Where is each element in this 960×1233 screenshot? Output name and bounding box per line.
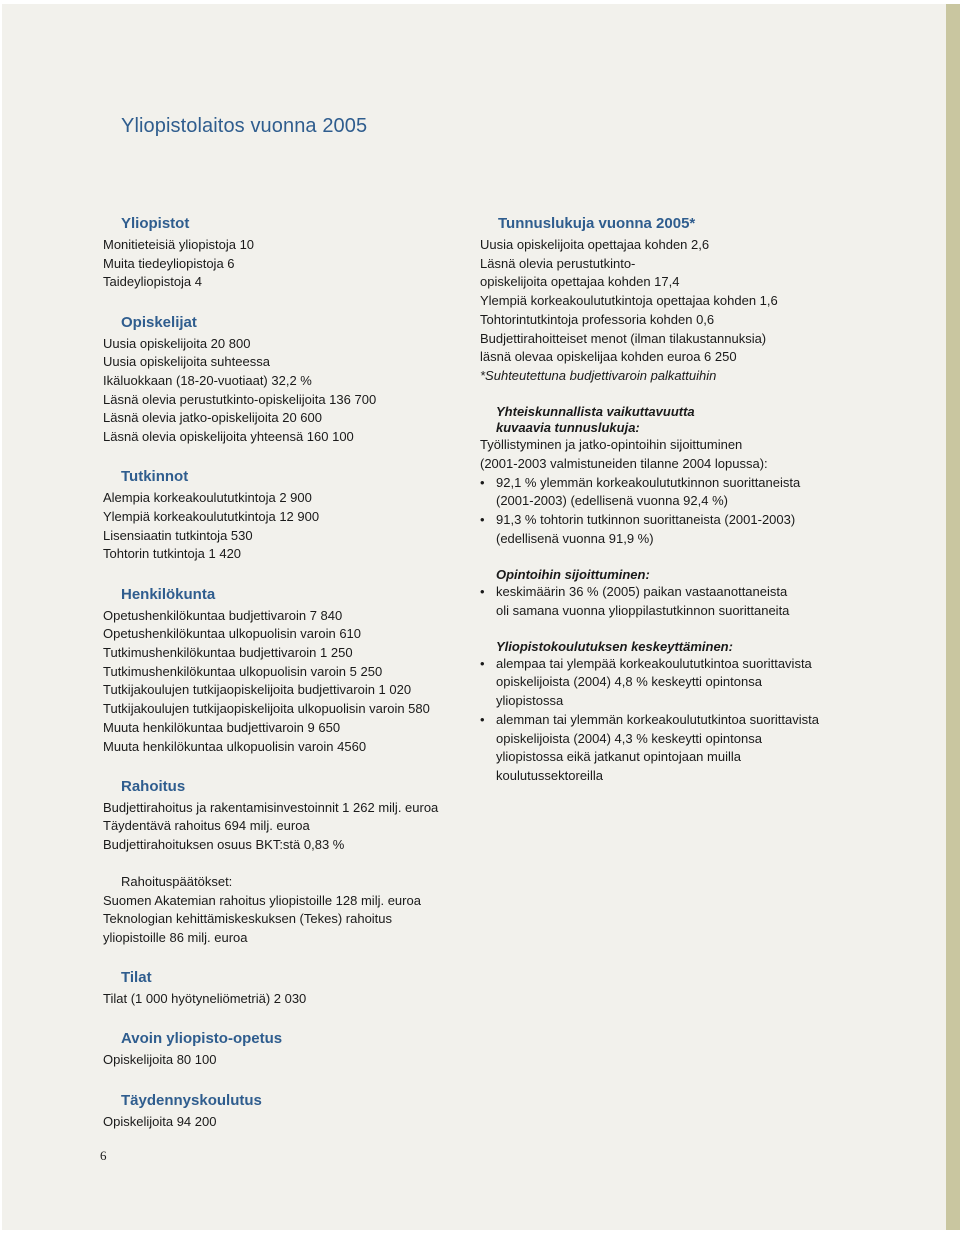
stat-line: Uusia opiskelijoita opettajaa kohden 2,6 xyxy=(480,237,710,252)
stat-line: Tohtorintutkintoja professoria kohden 0,6 xyxy=(480,311,715,327)
section-heading: Henkilökunta xyxy=(121,585,216,603)
stat-line: opiskelijoita opettajaa kohden 17,4 xyxy=(480,274,680,290)
section-opiskelijat xyxy=(103,311,473,447)
stat-line: Tohtorin tutkintoja 1 420 xyxy=(103,546,242,562)
stat-line: Monitieteisiä yliopistoja 10 xyxy=(103,237,255,252)
bullet-text: yliopistossa xyxy=(496,693,564,709)
page-title: Yliopistolaitos vuonna 2005 xyxy=(121,115,368,137)
stat-line: Tutkijakoulujen tutkijaopiskelijoita ulkopuolisin varoin 580 xyxy=(103,701,430,717)
section-tilat xyxy=(103,966,473,1009)
section-heading: Opiskelijat xyxy=(121,313,197,331)
section-tutkinnot xyxy=(103,465,473,564)
stat-line: Uusia opiskelijoita suhteessa xyxy=(103,354,270,370)
section-heading: Tunnuslukuja vuonna 2005* xyxy=(498,215,696,232)
section-yliopistot xyxy=(103,212,473,292)
bullet-list xyxy=(480,655,840,786)
section-avoin-yliopisto xyxy=(103,1027,473,1070)
section-heading: Tilat xyxy=(121,969,152,987)
subsection-label: Rahoituspäätökset: xyxy=(121,873,233,889)
stat-line: Suomen Akatemian rahoitus yliopistoille 128 milj. euroa xyxy=(103,892,421,908)
stat-line: Budjettirahoituksen osuus BKT:stä 0,83 % xyxy=(103,837,345,853)
section-heading: Avoin yliopisto-opetus xyxy=(121,1030,283,1048)
stat-line: Uusia opiskelijoita 20 800 xyxy=(103,335,251,351)
stat-line: Läsnä olevia perustutkinto-opiskelijoita 136 700 xyxy=(103,391,377,407)
page-edge-bar xyxy=(946,4,960,1230)
section-rahoitus xyxy=(103,775,473,948)
stat-line: Taideyliopistoja 4 xyxy=(103,274,203,290)
stat-line: Läsnä olevia perustutkinto- xyxy=(480,255,636,271)
left-column xyxy=(103,212,473,1131)
list-item xyxy=(480,711,840,786)
stat-line: Täydentävä rahoitus 694 milj. euroa xyxy=(103,818,310,834)
bullet-text: oli samana vuonna ylioppilastutkinnon suorittaneita xyxy=(496,602,790,618)
subheading: kuvaavia tunnuslukuja: xyxy=(496,420,640,436)
stat-line: (2001-2003 valmistuneiden tilanne 2004 lopussa): xyxy=(480,455,768,471)
subheading: Yhteiskunnallista vaikuttavuutta xyxy=(496,404,695,420)
subheading: Opintoihin sijoittuminen: xyxy=(496,566,650,582)
stat-line: Tutkimushenkilökuntaa ulkopuolisin varoin 5 250 xyxy=(103,663,383,679)
stat-line: Teknologian kehittämiskeskuksen (Tekes) rahoitus xyxy=(103,911,393,927)
section-opintoihin-sijoittuminen xyxy=(480,567,840,620)
stat-line: Työllistyminen ja jatko-opintoihin sijoittuminen xyxy=(480,437,743,453)
bullet-text: • alempaa tai ylempää korkeakoulututkintoa suorittavista xyxy=(496,655,812,671)
stat-line: Tutkimushenkilökuntaa budjettivaroin 1 250 xyxy=(103,645,353,661)
bullet-text: opiskelijoista (2004) 4,8 % keskeytti opintonsa xyxy=(496,674,762,690)
stat-line: Opetushenkilökuntaa ulkopuolisin varoin 610 xyxy=(103,626,362,642)
stat-line: Opiskelijoita 80 100 xyxy=(103,1052,217,1068)
page-number: 6 xyxy=(100,1148,107,1163)
bullet-text: • keskimäärin 36 % (2005) paikan vastaanottaneista xyxy=(496,583,788,599)
section-keskeyttaminen xyxy=(480,639,840,786)
stat-line: yliopistoille 86 milj. euroa xyxy=(103,929,248,945)
stat-line: Muuta henkilökuntaa budjettivaroin 9 650 xyxy=(103,719,341,735)
stat-line: Läsnä olevia jatko-opiskelijoita 20 600 xyxy=(103,410,322,426)
stat-line: Muuta henkilökuntaa ulkopuolisin varoin 4560 xyxy=(103,738,367,754)
bullet-text: (edellisenä vuonna 91,9 %) xyxy=(496,530,654,546)
stat-line: Budjettirahoitteiset menot (ilman tilakustannuksia) xyxy=(480,330,767,346)
right-column xyxy=(480,212,840,786)
bullet-text: koulutussektoreilla xyxy=(496,767,603,783)
stat-line: Alempia korkeakoulututkintoja 2 900 xyxy=(103,490,312,506)
section-henkilokunta xyxy=(103,583,473,757)
list-item xyxy=(480,511,840,548)
stat-line: Lisensiaatin tutkintoja 530 xyxy=(103,527,253,543)
stat-line: läsnä olevaa opiskelijaa kohden euroa 6 250 xyxy=(480,349,737,365)
bullet-list xyxy=(480,474,840,549)
stat-line: Ikäluokkaan (18-20-vuotiaat) 32,2 % xyxy=(103,373,312,389)
bullet-text: • alemman tai ylemmän korkeakoulututkintoa suorittavista xyxy=(496,711,819,727)
bullet-text: opiskelijoista (2004) 4,3 % keskeytti opintonsa xyxy=(496,730,762,746)
list-item xyxy=(480,474,840,511)
section-heading: Rahoitus xyxy=(121,777,186,795)
section-heading: Yliopistot xyxy=(121,215,190,232)
bullet-text: • 91,3 % tohtorin tutkinnon suorittaneista (2001-2003) xyxy=(496,511,796,527)
bullet-text: (2001-2003) (edellisenä vuonna 92,4 %) xyxy=(496,493,728,509)
stat-line: Läsnä olevia opiskelijoita yhteensä 160 100 xyxy=(103,429,354,445)
stat-line: Tilat (1 000 hyötyneliömetriä) 2 030 xyxy=(103,991,307,1007)
stat-line: Opiskelijoita 94 200 xyxy=(103,1113,217,1129)
bullet-text: • 92,1 % ylemmän korkeakoulututkinnon suorittaneista xyxy=(496,474,801,490)
section-taydennyskoulutus xyxy=(103,1089,473,1132)
list-item xyxy=(480,655,840,711)
stat-line: Budjettirahoitus ja rakentamisinvestoinnit 1 262 milj. euroa xyxy=(103,799,439,815)
bullet-list xyxy=(480,583,840,620)
footnote: *Suhteutettuna budjettivaroin palkattuihin xyxy=(480,367,717,383)
section-heading: Täydennyskoulutus xyxy=(121,1091,262,1109)
section-heading: Tutkinnot xyxy=(121,468,189,486)
subheading: Yliopistokoulutuksen keskeyttäminen: xyxy=(496,638,733,654)
bullet-text: yliopistossa eikä jatkanut opintojaan muilla xyxy=(496,749,741,765)
stat-line: Muita tiedeyliopistoja 6 xyxy=(103,255,235,271)
stat-line: Ylempiä korkeakoulututkintoja 12 900 xyxy=(103,509,320,525)
list-item xyxy=(480,583,840,620)
stat-line: Ylempiä korkeakoulututkintoja opettajaa kohden 1,6 xyxy=(480,293,778,309)
section-tunnusluvut xyxy=(480,212,840,386)
section-yhteiskunnallista xyxy=(480,404,840,548)
stat-line: Tutkijakoulujen tutkijaopiskelijoita budjettivaroin 1 020 xyxy=(103,682,412,698)
stat-line: Opetushenkilökuntaa budjettivaroin 7 840 xyxy=(103,607,343,623)
